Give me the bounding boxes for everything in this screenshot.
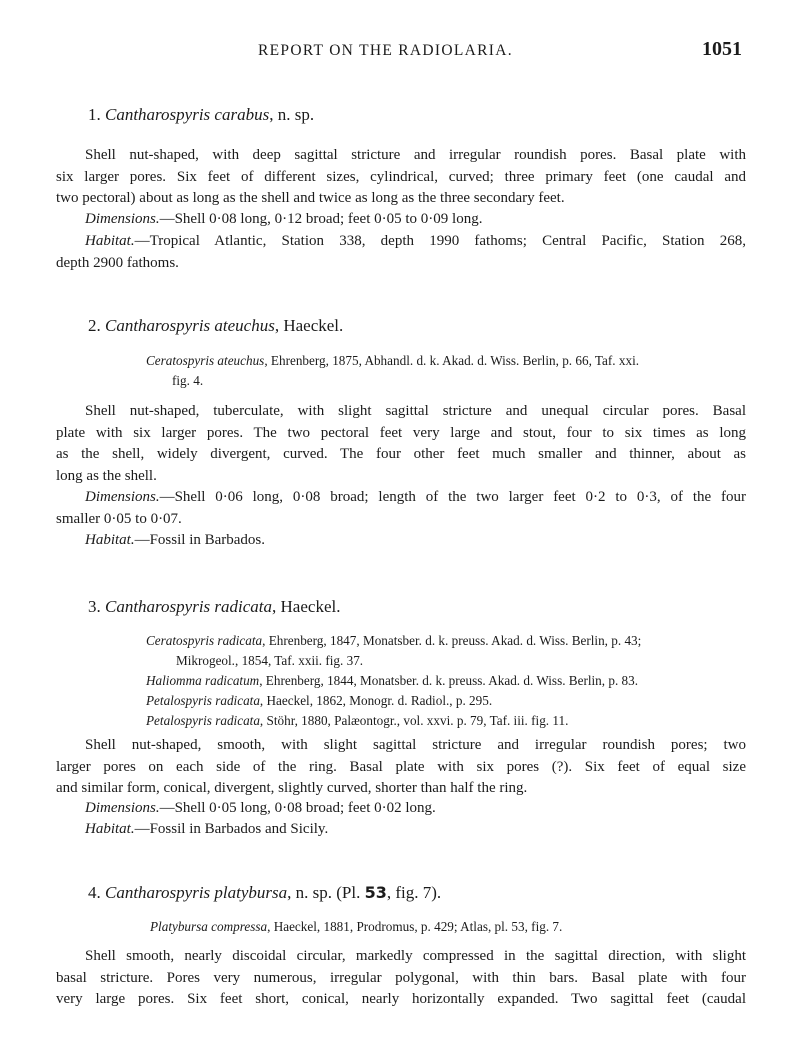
species-number: 1. <box>88 105 101 124</box>
species-name: Cantharospyris platybursa <box>105 883 288 902</box>
species-description <box>56 946 746 1011</box>
synonym-entry <box>146 671 746 691</box>
dimensions-text: —Shell 0·05 long, 0·08 broad; feet 0·02 long. <box>159 800 436 816</box>
species-heading <box>88 597 340 617</box>
habitat-text: —Fossil in Barbados and Sicily. <box>134 821 329 837</box>
habitat-label: Habitat. <box>85 821 135 837</box>
synonym-citation: , Ehrenberg, 1875, Abhandl. d. k. Akad. d. Wiss. Berlin, p. 66, Taf. xxi. <box>264 353 640 368</box>
synonym-name: Ceratospyris radicata <box>146 633 263 648</box>
description-line: as the shell, widely divergent, curved. The four other feet much smaller and thinner, about as <box>56 446 746 463</box>
synonym-continuation: Mikrogeol., 1854, Taf. xxii. fig. 37. <box>176 653 364 668</box>
dimensions-label: Dimensions. <box>85 211 160 227</box>
synonym-name: Platybursa compressa <box>150 919 268 934</box>
synonymy <box>146 351 746 391</box>
synonym-citation: , Ehrenberg, 1847, Monatsber. d. k. preuss. Akad. d. Wiss. Berlin, p. 43; <box>262 633 642 648</box>
dimensions-text: smaller 0·05 to 0·07. <box>56 510 182 527</box>
species-authority: , Haeckel. <box>274 316 344 335</box>
page-number: 1051 <box>702 38 742 60</box>
habitat <box>85 819 328 841</box>
figure-reference: , fig. 7). <box>386 883 442 902</box>
species-heading <box>88 105 314 125</box>
description-line: Shell smooth, nearly discoidal circular, markedly compressed in the sagittal direction, with slight <box>85 948 746 964</box>
habitat-label: Habitat. <box>85 233 135 249</box>
habitat <box>85 530 265 552</box>
synonymy <box>150 917 750 937</box>
synonym-citation: , Stöhr, 1880, Palæontogr., vol. xxvi. p. 79, Taf. iii. fig. 11. <box>259 713 569 728</box>
habitat-label: Habitat. <box>85 532 135 548</box>
habitat <box>56 231 746 274</box>
dimensions <box>85 209 482 231</box>
dimensions-text: —Shell 0·08 long, 0·12 broad; feet 0·05 to 0·09 long. <box>159 211 483 227</box>
description-line: very large pores. Six feet short, conical, nearly horizontally expanded. Two sagittal feet (caudal <box>56 991 746 1008</box>
species-heading <box>88 883 441 903</box>
species-authority: , Haeckel. <box>272 597 341 616</box>
synonym-name: Petalospyris radicata <box>146 713 260 728</box>
description-line: basal stricture. Pores very numerous, irregular polygonal, with thin bars. Basal plate with four <box>56 969 746 986</box>
description-line: Shell nut-shaped, tuberculate, with slight sagittal stricture and unequal circular pores. Basal <box>85 403 746 419</box>
habitat-text: —Fossil in Barbados. <box>134 532 266 548</box>
species-name: Cantharospyris radicata <box>105 597 273 616</box>
species-description <box>56 145 746 210</box>
description-line: long as the shell. <box>56 467 157 484</box>
species-description <box>56 735 746 800</box>
description-line: larger pores on each side of the ring. Basal plate with six pores (?). Six feet of equal size <box>56 758 746 775</box>
description-line: six larger pores. Six feet of different sizes, cylindrical, curved; three primary feet (one caudal and <box>56 168 746 185</box>
dimensions <box>85 798 436 820</box>
dimensions-label: Dimensions. <box>85 800 160 816</box>
species-name: Cantharospyris ateuchus <box>105 316 275 335</box>
description-line: two pectoral) about as long as the shell and twice as long as the three secondary feet. <box>56 190 565 207</box>
synonym-citation: , Ehrenberg, 1844, Monatsber. d. k. preuss. Akad. d. Wiss. Berlin, p. 83. <box>259 673 639 688</box>
species-number: 2. <box>88 316 101 335</box>
species-number: 4. <box>88 883 101 902</box>
synonym-entry <box>146 631 746 651</box>
synonym-continuation: fig. 4. <box>172 373 204 388</box>
species-number: 3. <box>88 597 101 616</box>
synonym-entry <box>150 917 750 937</box>
dimensions-label: Dimensions. <box>85 489 160 505</box>
synonym-name: Ceratospyris ateuchus <box>146 353 265 368</box>
description-line: Shell nut-shaped, smooth, with slight sagittal stricture and irregular roundish pores; two <box>85 737 746 753</box>
synonym-name: Petalospyris radicata <box>146 693 260 708</box>
synonym-citation: , Haeckel, 1881, Prodromus, p. 429; Atlas, pl. 53, fig. 7. <box>267 919 563 934</box>
habitat-text: depth 2900 fathoms. <box>56 254 179 271</box>
dimensions-text: —Shell 0·06 long, 0·08 broad; length of the two larger feet 0·2 to 0·3, of the four <box>159 489 746 505</box>
synonymy <box>146 631 746 731</box>
synonym-entry <box>146 351 746 371</box>
running-title: REPORT ON THE RADIOLARIA. <box>258 42 513 59</box>
species-authority: , n. sp. (Pl. <box>287 883 365 902</box>
species-description <box>56 401 746 487</box>
synonym-entry <box>146 691 746 711</box>
description-line: Shell nut-shaped, with deep sagittal stricture and irregular roundish pores. Basal plate with <box>85 147 746 163</box>
plate-number: 53 <box>364 883 387 902</box>
species-name: Cantharospyris carabus <box>105 105 270 124</box>
synonym-citation: , Haeckel, 1862, Monogr. d. Radiol., p. 295. <box>259 693 493 708</box>
synonym-entry <box>146 711 746 731</box>
species-heading <box>88 316 343 336</box>
synonym-name: Haliomma radicatum <box>146 673 260 688</box>
running-head <box>0 38 800 64</box>
description-line: and similar form, conical, divergent, slightly curved, shorter than half the ring. <box>56 780 528 797</box>
habitat-text: —Tropical Atlantic, Station 338, depth 1990 fathoms; Central Pacific, Station 268, <box>134 233 746 249</box>
description-line: plate with six larger pores. The two pectoral feet very large and stout, four to six times as long <box>56 424 746 441</box>
dimensions <box>56 487 746 530</box>
species-authority: , n. sp. <box>269 105 315 124</box>
